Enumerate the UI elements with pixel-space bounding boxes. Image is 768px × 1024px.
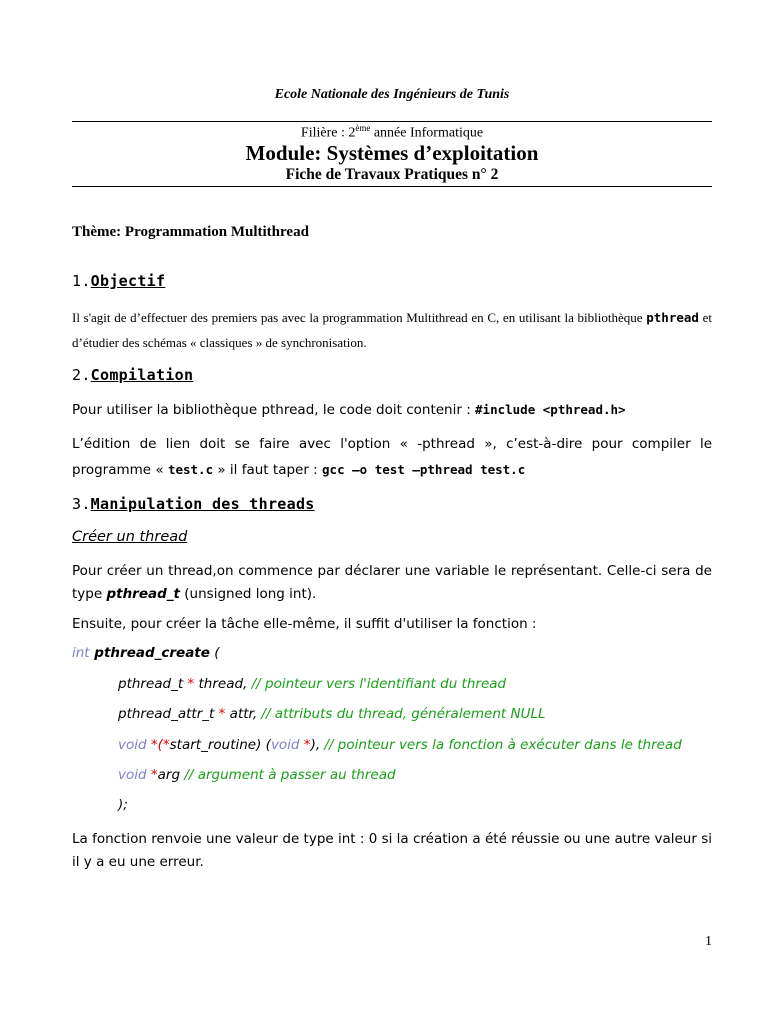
code-l4-star: * bbox=[146, 767, 158, 783]
module-title: Module: Systèmes d’exploitation bbox=[245, 141, 539, 165]
objectif-line2: et d’étudier des schémas « classiques » de synchronisation. bbox=[72, 310, 713, 350]
section-1-title: Objectif bbox=[90, 272, 166, 290]
objectif-paragraph bbox=[72, 305, 712, 355]
filiere-sup: ème bbox=[355, 123, 371, 133]
section-2-heading bbox=[72, 366, 193, 384]
int-keyword: int bbox=[72, 645, 90, 661]
page-number: 1 bbox=[705, 934, 712, 949]
code-l1-type: pthread_t bbox=[118, 676, 188, 692]
top-rule bbox=[72, 121, 712, 122]
result-paragraph: La fonction renvoie une valeur de type int : 0 si la création a été réussie ou une autre valeur si il y a eu une erreur. bbox=[72, 831, 712, 870]
section-3-number: 3. bbox=[72, 495, 91, 513]
open-paren: ( bbox=[209, 645, 220, 661]
section-2-number: 2. bbox=[72, 366, 91, 384]
pthread-t-type: pthread_t bbox=[106, 586, 180, 602]
creer-thread-subtitle: Créer un thread bbox=[72, 529, 188, 545]
code-l3-star2: * bbox=[299, 737, 311, 753]
code-l4-comment: // argument à passer au thread bbox=[184, 767, 396, 783]
section-1-number: 1. bbox=[72, 272, 91, 290]
filiere-line bbox=[72, 123, 712, 142]
code-l1-comment: // pointeur vers l'identifiant du thread bbox=[251, 676, 507, 692]
code-line-4 bbox=[118, 767, 396, 783]
code-l1-star: * bbox=[187, 676, 195, 692]
code-l3-mid: start_routine) ( bbox=[169, 737, 271, 753]
code-l2-type: pthread_attr_t bbox=[118, 706, 219, 722]
code-l3-comment: // pointeur vers la fonction à exécuter dans le thread bbox=[324, 737, 682, 753]
section-3-title: Manipulation des threads bbox=[90, 495, 315, 513]
code-line-2 bbox=[118, 706, 546, 722]
school-name: Ecole Nationale des Ingénieurs de Tunis bbox=[274, 87, 510, 102]
section-1-heading bbox=[72, 272, 165, 290]
gcc-command: gcc –o test –pthread test.c bbox=[322, 462, 526, 477]
creer-p2: Ensuite, pour créer la tâche elle-même, il suffit d'utiliser la fonction : bbox=[72, 616, 537, 632]
code-l1-name: thread, bbox=[194, 676, 252, 692]
objectif-line1: Il s'agit de d’effectuer des premiers pas avec la programmation Multithread en C, en utilisant la bibliothèque bbox=[72, 310, 643, 325]
compilation-p1-text: Pour utiliser la bibliothèque pthread, le code doit contenir : bbox=[72, 402, 476, 418]
code-l2-star: * bbox=[218, 706, 226, 722]
pthread-create-fn: pthread_create bbox=[89, 645, 210, 661]
objectif-pthread: pthread bbox=[646, 310, 699, 325]
include-code: #include <pthread.h> bbox=[475, 402, 626, 417]
code-l3-void2: void bbox=[270, 737, 300, 753]
code-l2-comment: // attributs du thread, généralement NULL bbox=[261, 706, 546, 722]
code-line-1 bbox=[118, 676, 506, 692]
filiere-prefix: Filière : 2 bbox=[300, 125, 356, 141]
compilation-p2-a: L’édition de lien doit se faire avec l'option « -pthread », c’est-à-dire pour compiler le programme « bbox=[72, 436, 712, 478]
code-line-5: ); bbox=[118, 797, 128, 813]
test-c-code: test.c bbox=[167, 462, 214, 477]
code-l3-star1: *(* bbox=[146, 737, 170, 753]
fiche-title: Fiche de Travaux Pratiques n° 2 bbox=[285, 166, 499, 183]
section-2-title: Compilation bbox=[90, 366, 194, 384]
code-l2-name: attr, bbox=[225, 706, 262, 722]
code-line-3 bbox=[118, 737, 682, 753]
bottom-rule bbox=[72, 186, 712, 187]
theme-heading: Thème: Programmation Multithread bbox=[72, 224, 309, 240]
creer-p1-a: Pour créer un thread,on commence par déclarer une variable le représentant. Celle-ci sera de type bbox=[72, 563, 712, 602]
creer-p1-b: (unsigned long int). bbox=[179, 586, 317, 602]
compilation-p1 bbox=[72, 398, 712, 422]
code-l3-end: ), bbox=[310, 737, 325, 753]
filiere-suffix: année Informatique bbox=[370, 125, 484, 141]
code-l4-name: arg bbox=[157, 767, 185, 783]
code-l3-void1: void bbox=[118, 737, 147, 753]
compilation-p2 bbox=[72, 432, 712, 483]
code-line-0 bbox=[72, 645, 219, 661]
section-3-heading bbox=[72, 495, 315, 513]
creer-p1 bbox=[72, 560, 712, 606]
compilation-p2-b: » il faut taper : bbox=[213, 462, 323, 478]
code-l4-void: void bbox=[118, 767, 147, 783]
